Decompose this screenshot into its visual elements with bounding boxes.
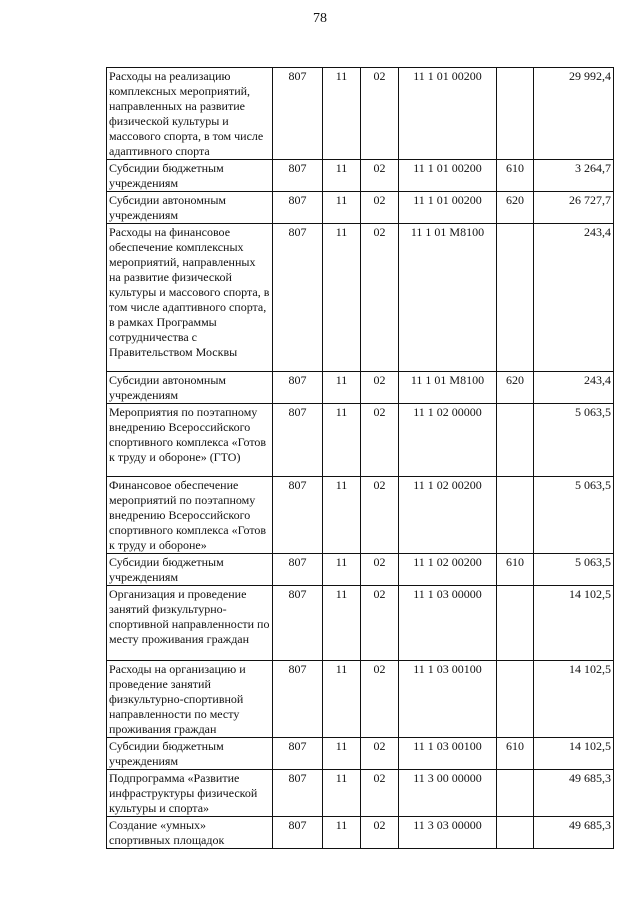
table-row [107, 586, 614, 661]
row-subsection-code: 02 [361, 661, 399, 738]
row-target-article: 11 1 02 00200 [399, 477, 497, 554]
row-amount: 49 685,3 [534, 770, 614, 817]
row-section-code: 11 [323, 661, 361, 738]
row-name: Субсидии автономным учреждениям [107, 192, 273, 224]
row-target-article: 11 1 01 00200 [399, 160, 497, 192]
row-ministry-code: 807 [273, 192, 323, 224]
row-expense-type: 610 [497, 160, 534, 192]
row-ministry-code: 807 [273, 738, 323, 770]
row-expense-type [497, 586, 534, 661]
row-amount: 49 685,3 [534, 817, 614, 849]
row-subsection-code: 02 [361, 770, 399, 817]
row-section-code: 11 [323, 770, 361, 817]
row-expense-type [497, 477, 534, 554]
row-amount: 14 102,5 [534, 586, 614, 661]
row-target-article: 11 1 01 M8100 [399, 372, 497, 404]
row-section-code: 11 [323, 404, 361, 477]
row-amount: 3 264,7 [534, 160, 614, 192]
row-section-code: 11 [323, 554, 361, 586]
row-subsection-code: 02 [361, 477, 399, 554]
page-number: 78 [313, 11, 327, 26]
row-target-article: 11 1 02 00000 [399, 404, 497, 477]
row-section-code: 11 [323, 738, 361, 770]
row-expense-type: 620 [497, 192, 534, 224]
row-name: Подпрограмма «Развитие инфраструктуры физической культуры и спорта» [107, 770, 273, 817]
row-ministry-code: 807 [273, 586, 323, 661]
row-ministry-code: 807 [273, 817, 323, 849]
row-name: Организация и проведение занятий физкультурно-спортивной направленности по месту проживания граждан [107, 586, 273, 661]
row-amount: 29 992,4 [534, 68, 614, 160]
row-ministry-code: 807 [273, 554, 323, 586]
budget-table [106, 67, 614, 849]
row-target-article: 11 1 01 00200 [399, 68, 497, 160]
row-amount: 5 063,5 [534, 554, 614, 586]
row-expense-type [497, 224, 534, 372]
row-expense-type [497, 770, 534, 817]
row-ministry-code: 807 [273, 477, 323, 554]
row-section-code: 11 [323, 817, 361, 849]
table-row [107, 404, 614, 477]
row-ministry-code: 807 [273, 372, 323, 404]
row-ministry-code: 807 [273, 160, 323, 192]
table-row [107, 372, 614, 404]
row-subsection-code: 02 [361, 817, 399, 849]
row-expense-type [497, 817, 534, 849]
row-section-code: 11 [323, 372, 361, 404]
row-section-code: 11 [323, 224, 361, 372]
row-section-code: 11 [323, 68, 361, 160]
row-target-article: 11 1 03 00100 [399, 738, 497, 770]
row-section-code: 11 [323, 192, 361, 224]
row-amount: 14 102,5 [534, 738, 614, 770]
row-name: Создание «умных» спортивных площадок [107, 817, 273, 849]
row-subsection-code: 02 [361, 738, 399, 770]
row-expense-type [497, 68, 534, 160]
table-row [107, 68, 614, 160]
row-target-article: 11 1 03 00100 [399, 661, 497, 738]
row-target-article: 11 3 03 00000 [399, 817, 497, 849]
row-target-article: 11 1 03 00000 [399, 586, 497, 661]
row-target-article: 11 1 01 M8100 [399, 224, 497, 372]
row-subsection-code: 02 [361, 192, 399, 224]
row-amount: 243,4 [534, 224, 614, 372]
table-row [107, 192, 614, 224]
row-target-article: 11 1 01 00200 [399, 192, 497, 224]
row-amount: 243,4 [534, 372, 614, 404]
table-row [107, 770, 614, 817]
row-amount: 14 102,5 [534, 661, 614, 738]
row-expense-type: 610 [497, 738, 534, 770]
table-row [107, 554, 614, 586]
row-subsection-code: 02 [361, 404, 399, 477]
row-ministry-code: 807 [273, 404, 323, 477]
row-name: Расходы на финансовое обеспечение комплексных мероприятий, направленных на развитие физической культуры и массового спорта, в том числе адаптивного спорта, в рамках Программы сотрудничества с Правительством Москвы [107, 224, 273, 372]
row-expense-type: 610 [497, 554, 534, 586]
row-target-article: 11 1 02 00200 [399, 554, 497, 586]
row-subsection-code: 02 [361, 160, 399, 192]
row-ministry-code: 807 [273, 224, 323, 372]
row-subsection-code: 02 [361, 372, 399, 404]
row-name: Субсидии автономным учреждениям [107, 372, 273, 404]
row-amount: 26 727,7 [534, 192, 614, 224]
row-amount: 5 063,5 [534, 477, 614, 554]
row-ministry-code: 807 [273, 661, 323, 738]
table-row [107, 738, 614, 770]
row-section-code: 11 [323, 477, 361, 554]
row-section-code: 11 [323, 160, 361, 192]
row-name: Расходы на реализацию комплексных мероприятий, направленных на развитие физической культуры и массового спорта, в том числе адаптивного спорта [107, 68, 273, 160]
row-name: Мероприятия по поэтапному внедрению Всероссийского спортивного комплекса «Готов к труду и обороне» (ГТО) [107, 404, 273, 477]
row-expense-type [497, 661, 534, 738]
row-subsection-code: 02 [361, 554, 399, 586]
row-name: Субсидии бюджетным учреждениям [107, 160, 273, 192]
row-ministry-code: 807 [273, 770, 323, 817]
row-section-code: 11 [323, 586, 361, 661]
row-subsection-code: 02 [361, 224, 399, 372]
row-expense-type [497, 404, 534, 477]
table-row [107, 661, 614, 738]
row-name: Финансовое обеспечение мероприятий по поэтапному внедрению Всероссийского спортивного комплекса «Готов к труду и обороне» [107, 477, 273, 554]
row-amount: 5 063,5 [534, 404, 614, 477]
row-target-article: 11 3 00 00000 [399, 770, 497, 817]
table-row [107, 817, 614, 849]
row-ministry-code: 807 [273, 68, 323, 160]
table-row [107, 160, 614, 192]
row-subsection-code: 02 [361, 68, 399, 160]
table-row [107, 224, 614, 372]
row-name: Субсидии бюджетным учреждениям [107, 554, 273, 586]
row-name: Субсидии бюджетным учреждениям [107, 738, 273, 770]
row-name: Расходы на организацию и проведение занятий физкультурно-спортивной направленности по месту проживания граждан [107, 661, 273, 738]
table-row [107, 477, 614, 554]
row-expense-type: 620 [497, 372, 534, 404]
row-subsection-code: 02 [361, 586, 399, 661]
